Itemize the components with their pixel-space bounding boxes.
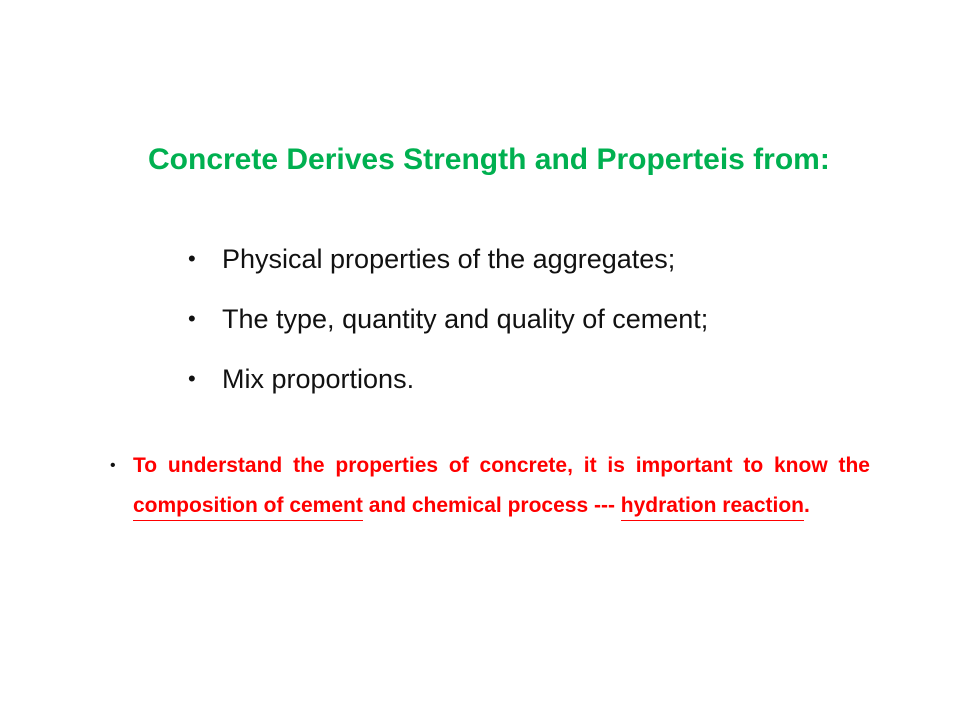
bullet-text: The type, quantity and quality of cement; bbox=[222, 304, 709, 334]
note-text bbox=[133, 446, 870, 526]
bullet-text: Physical properties of the aggregates; bbox=[222, 244, 676, 274]
bullet-icon: • bbox=[110, 457, 116, 474]
bullet-item bbox=[188, 300, 888, 338]
bullet-text: Mix proportions. bbox=[222, 364, 415, 394]
bullet-item bbox=[188, 360, 888, 398]
note-part: To understand the properties of concrete, it is important to know the bbox=[133, 454, 870, 477]
bullet-item bbox=[188, 240, 888, 278]
note-paragraph bbox=[110, 446, 870, 526]
slide-title: Concrete Derives Strength and Properteis from: bbox=[148, 143, 830, 176]
note-part: and chemical process --- bbox=[362, 494, 621, 517]
underlined-term-composition: composition of cement bbox=[133, 494, 363, 521]
bullet-icon: • bbox=[188, 366, 196, 391]
note-part: . bbox=[803, 494, 810, 517]
bullet-list bbox=[188, 240, 888, 420]
bullet-icon: • bbox=[188, 246, 196, 271]
bullet-icon: • bbox=[188, 306, 196, 331]
underlined-term-hydration: hydration reaction bbox=[621, 494, 804, 521]
